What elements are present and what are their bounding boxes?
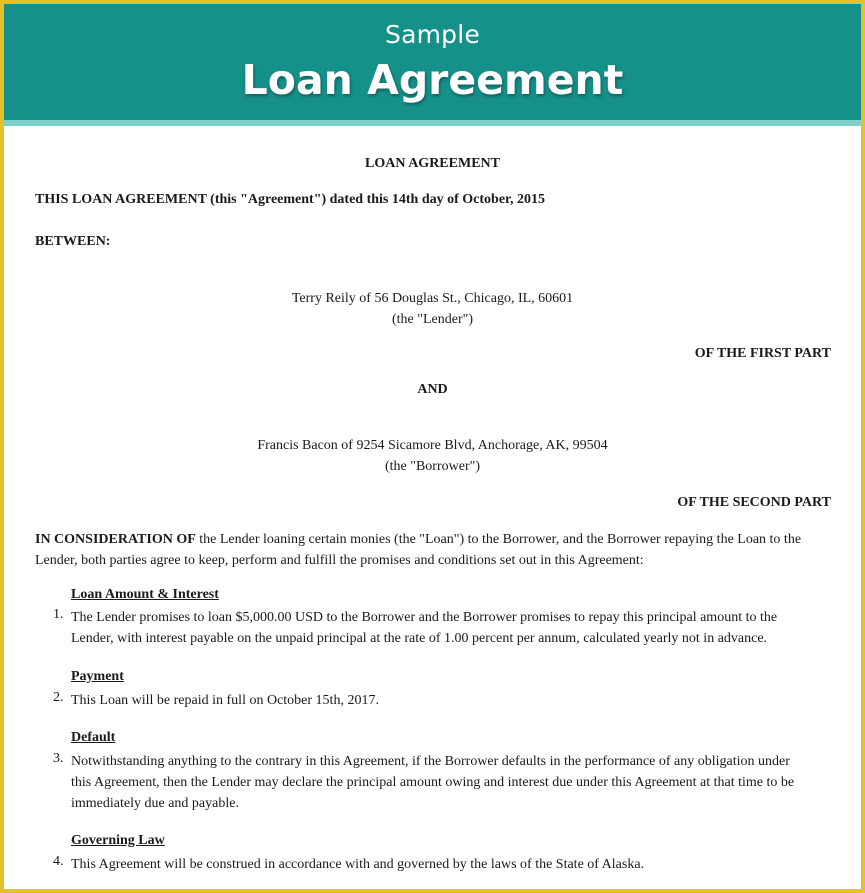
section-number: 3. bbox=[53, 751, 64, 766]
section-line: Lender, with interest payable on the unpaid principal at the rate of 1.00 percent per annum, calculated yearly not in advance. bbox=[71, 631, 768, 646]
section-line: Notwithstanding anything to the contrary in this Agreement, if the Borrower defaults in the performance of any obligation under bbox=[71, 754, 790, 769]
lender-address: Terry Reily of 56 Douglas St., Chicago, IL, 60601 bbox=[291, 291, 574, 306]
section-body-default bbox=[71, 751, 831, 814]
first-part-label: OF THE FIRST PART bbox=[694, 346, 831, 361]
consideration-text: the Lender loaning certain monies (the "Loan") to the Borrower, and the Borrower repaying the Loan to the bbox=[195, 532, 802, 547]
borrower-address: Francis Bacon of 9254 Sicamore Blvd, Anchorage, AK, 99504 bbox=[257, 438, 608, 453]
and-label: AND bbox=[417, 382, 448, 397]
section-line: This Loan will be repaid in full on October 15th, 2017. bbox=[71, 693, 379, 708]
consideration-text-2: Lender, both parties agree to keep, perform and fulfill the promises and conditions set out in this Agreement: bbox=[35, 553, 644, 568]
consideration-lead: IN CONSIDERATION OF bbox=[35, 532, 196, 547]
between-label: BETWEEN: bbox=[35, 234, 111, 249]
section-title-payment: Payment bbox=[71, 669, 124, 684]
section-title-governing-law: Governing Law bbox=[71, 833, 165, 848]
document-heading: LOAN AGREEMENT bbox=[365, 156, 500, 171]
agreement-intro: THIS LOAN AGREEMENT (this "Agreement") dated this 14th day of October, 2015 bbox=[35, 192, 545, 207]
section-number: 2. bbox=[53, 690, 64, 705]
document-body bbox=[4, 4, 861, 889]
section-line: This Agreement will be construed in accordance with and governed by the laws of the State of Alaska. bbox=[71, 857, 645, 872]
section-body-loan-amount bbox=[71, 607, 831, 649]
section-line: immediately due and payable. bbox=[71, 796, 239, 811]
section-number: 1. bbox=[53, 607, 64, 622]
banner-title: Loan Agreement bbox=[241, 56, 624, 104]
section-title-loan-amount: Loan Amount & Interest bbox=[71, 587, 219, 602]
second-part-label: OF THE SECOND PART bbox=[677, 495, 831, 510]
section-line: The Lender promises to loan $5,000.00 USD to the Borrower and the Borrower promises to repay this principal amount to the bbox=[71, 610, 778, 625]
lender-designation: (the "Lender") bbox=[392, 312, 473, 327]
section-number: 4. bbox=[53, 854, 64, 869]
section-title-default: Default bbox=[71, 730, 116, 745]
section-body-governing-law bbox=[71, 854, 831, 875]
banner-subtitle: Sample bbox=[385, 20, 480, 49]
consideration-paragraph bbox=[35, 529, 835, 571]
section-body-payment bbox=[71, 690, 831, 711]
section-line: this Agreement, then the Lender may declare the principal amount owing and interest due under this Agreement at that time to be bbox=[71, 775, 795, 790]
borrower-designation: (the "Borrower") bbox=[384, 459, 480, 474]
